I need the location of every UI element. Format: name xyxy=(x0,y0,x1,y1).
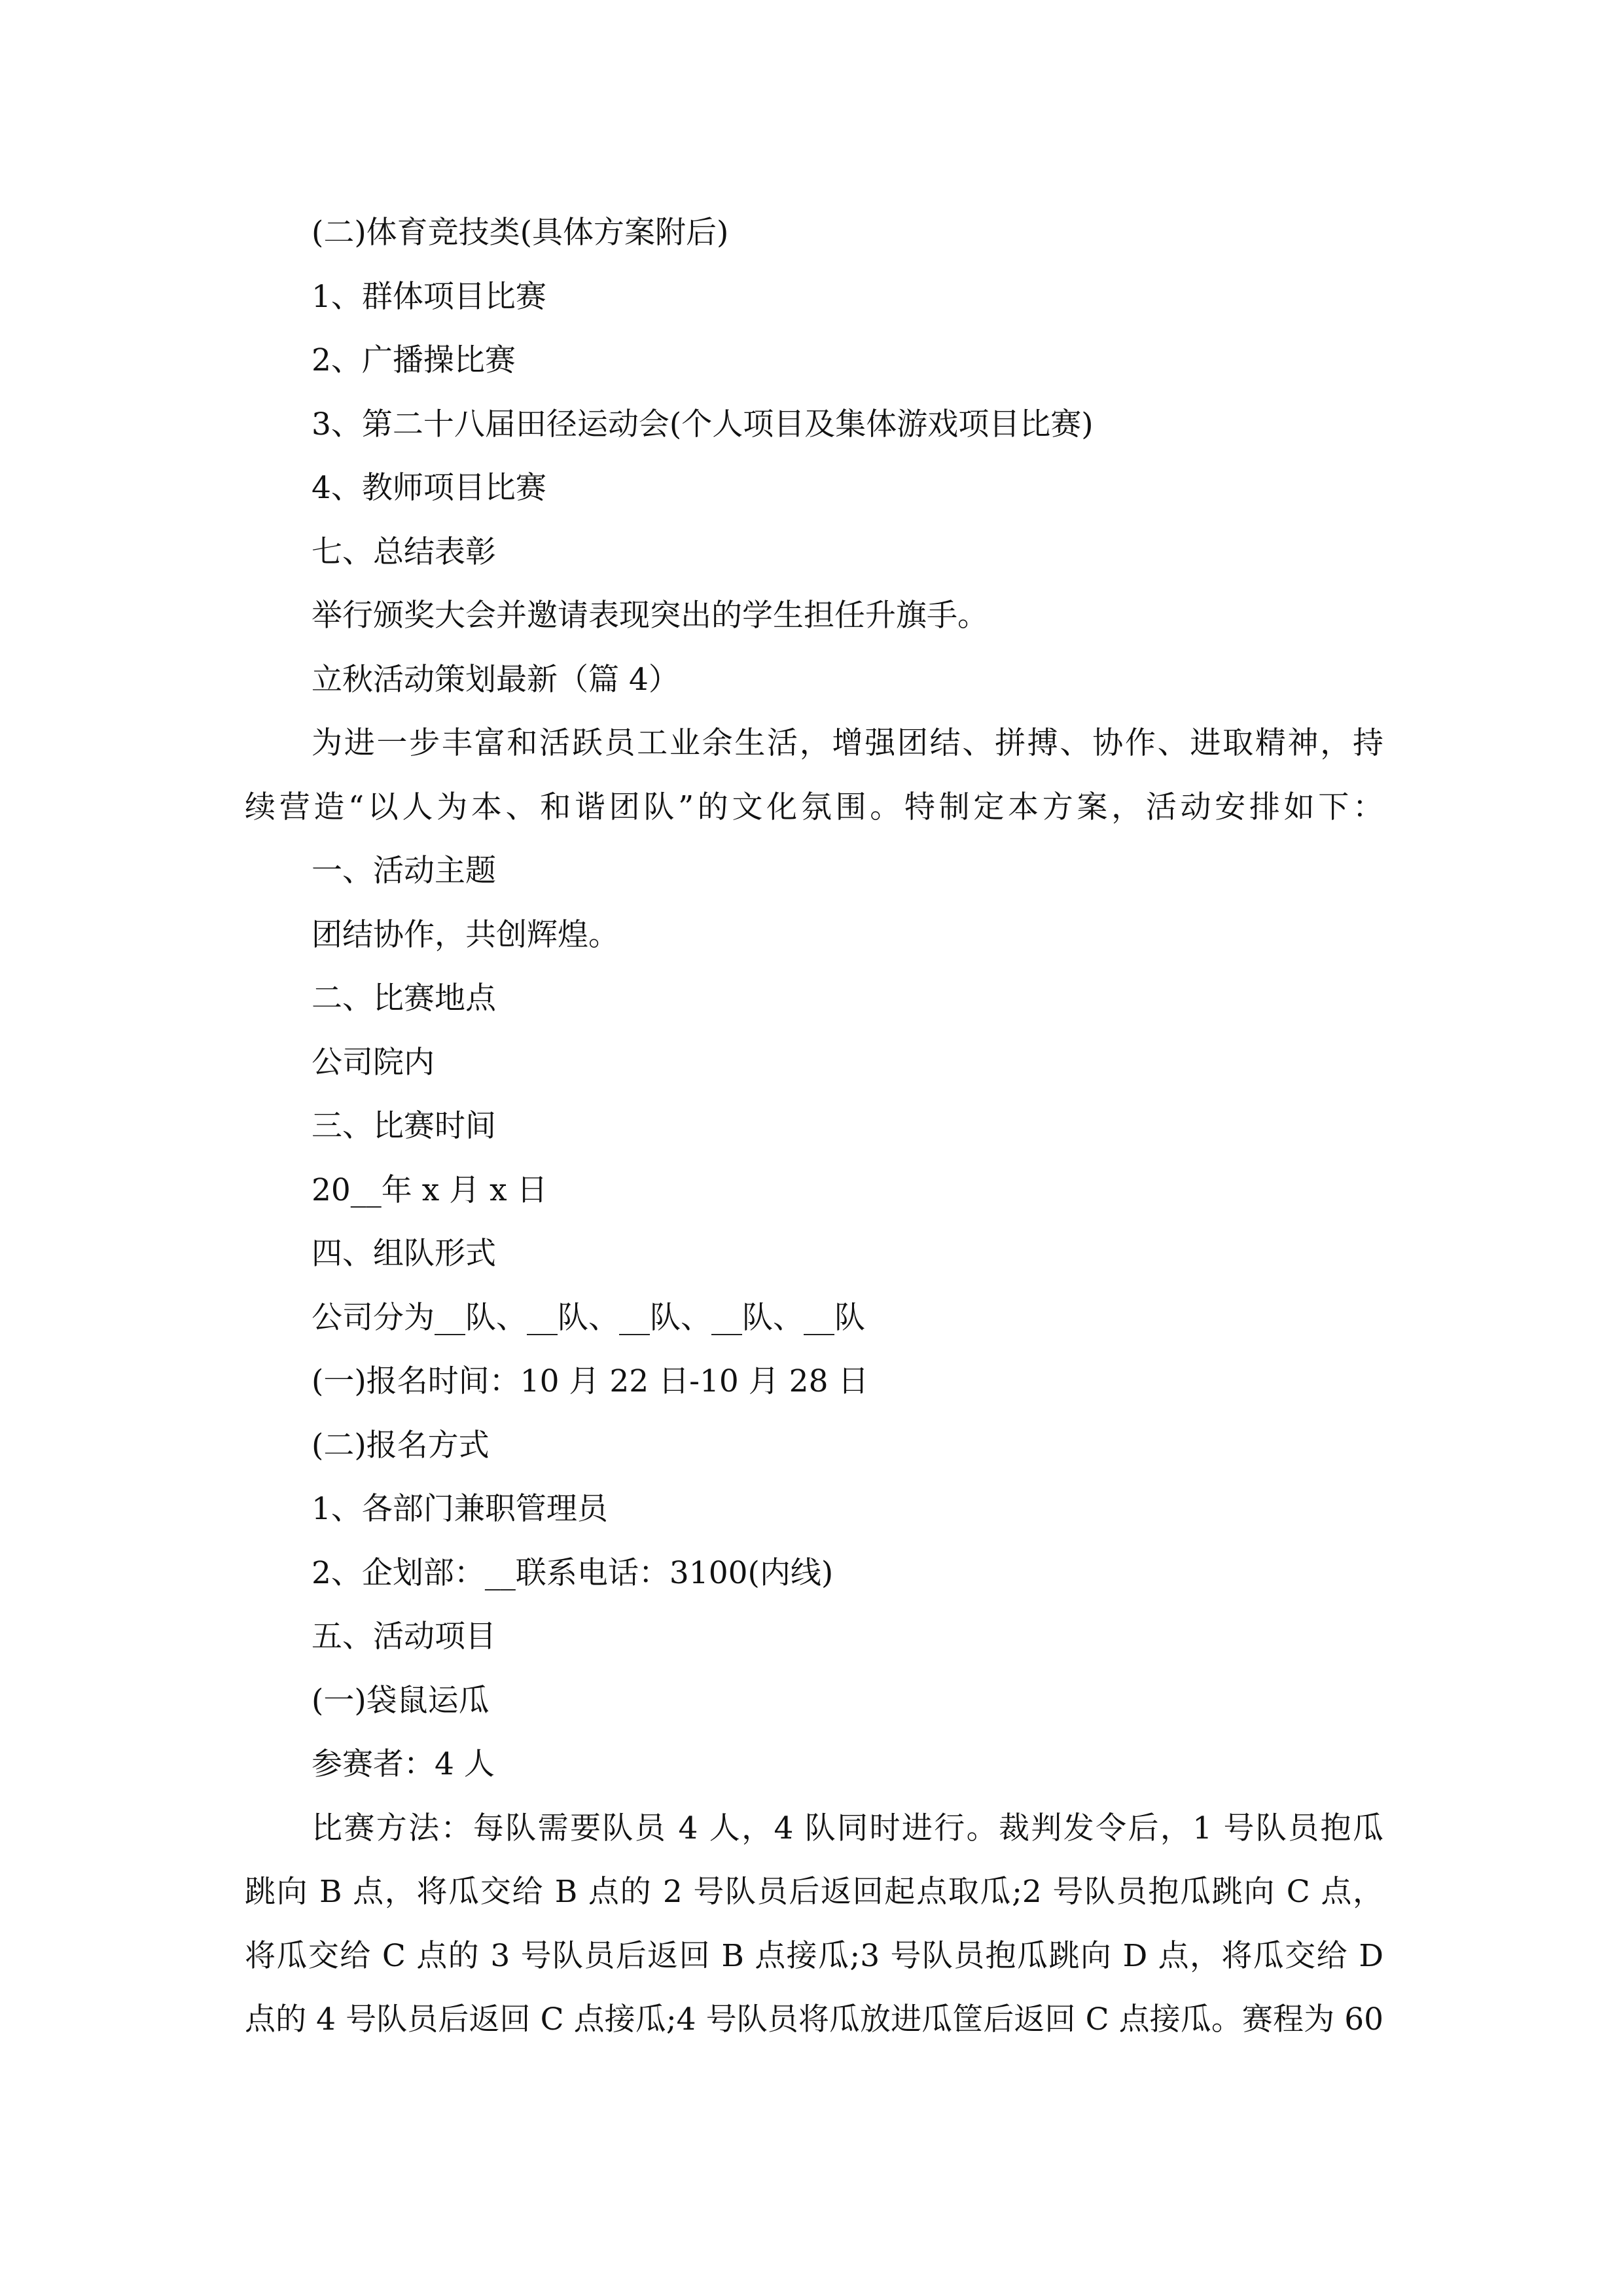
paragraph-text: 参赛者：4 人 xyxy=(312,1746,495,1782)
section-heading: 七、总结表彰 xyxy=(312,533,496,570)
paragraph-text: 跳向 B 点，将瓜交给 B 点的 2 号队员后返回起点取瓜;2 号队员抱瓜跳向 C 点， xyxy=(245,1874,1383,1910)
list-item: 1、群体项目比赛 xyxy=(312,278,546,315)
paragraph-text: (一)报名时间：10 月 22 日-10 月 28 日 xyxy=(312,1363,869,1399)
paragraph-text: 点的 4 号队员后返回 C 点接瓜;4 号队员将瓜放进瓜筐后返回 C 点接瓜。赛程为 60 xyxy=(245,2001,1383,2037)
list-item: 1、各部门兼职管理员 xyxy=(312,1491,608,1527)
paragraph-text: 20__年 x 月 x 日 xyxy=(312,1172,548,1208)
paragraph-text: 公司分为__队、__队、__队、__队、__队 xyxy=(312,1299,865,1336)
list-item: 2、广播操比赛 xyxy=(312,342,516,378)
paragraph-text: 公司院内 xyxy=(312,1044,435,1081)
section-heading: (二)体育竞技类(具体方案附后) xyxy=(312,215,729,251)
paragraph-text: 举行颁奖大会并邀请表现突出的学生担任升旗手。 xyxy=(312,598,988,634)
section-heading: 四、组队形式 xyxy=(312,1236,496,1272)
list-item: 2、企划部：__联系电话：3100(内线) xyxy=(312,1554,834,1591)
section-heading: 二、比赛地点 xyxy=(312,980,496,1016)
section-heading: (二)报名方式 xyxy=(312,1427,490,1463)
section-heading: 五、活动项目 xyxy=(312,1619,496,1655)
list-item: 3、第二十八届田径运动会(个人项目及集体游戏项目比赛) xyxy=(312,406,1094,442)
paragraph-text: 比赛方法：每队需要队员 4 人，4 队同时进行。裁判发令后，1 号队员抱瓜 xyxy=(312,1810,1383,1846)
paragraph-text: 为进一步丰富和活跃员工业余生活，增强团结、拼搏、协作、进取精神，持 xyxy=(312,725,1383,761)
paragraph-text: 团结协作，共创辉煌。 xyxy=(312,916,619,953)
article-title: 立秋活动策划最新（篇 4） xyxy=(312,661,679,698)
paragraph-text: 将瓜交给 C 点的 3 号队员后返回 B 点接瓜;3 号队员抱瓜跳向 D 点，将瓜交给 D xyxy=(245,1937,1383,1974)
section-heading: 三、比赛时间 xyxy=(312,1108,496,1144)
section-heading: (一)袋鼠运瓜 xyxy=(312,1682,490,1719)
list-item: 4、教师项目比赛 xyxy=(312,470,546,506)
section-heading: 一、活动主题 xyxy=(312,853,496,889)
paragraph-text: 续营造“以人为本、和谐团队”的文化氛围。特制定本方案，活动安排如下： xyxy=(245,789,1383,825)
document-body xyxy=(245,201,1383,2052)
